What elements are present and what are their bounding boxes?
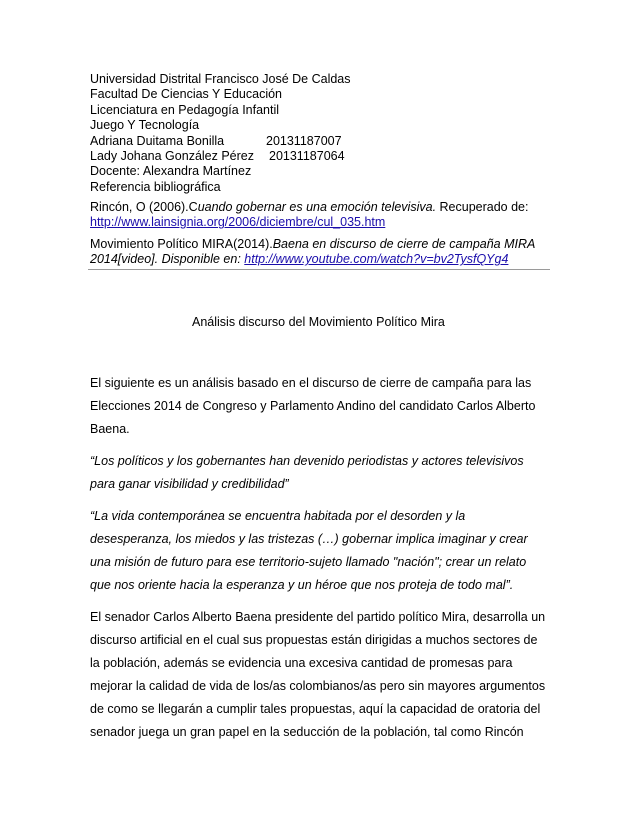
teacher-name: Docente: Alexandra Martínez <box>90 164 252 179</box>
references-label: Referencia bibliográfica <box>90 179 221 194</box>
student-1-name: Adriana Duitama Bonilla <box>90 133 225 148</box>
course-name: Juego Y Tecnología <box>90 118 200 133</box>
reference-2 <box>90 237 552 268</box>
document-body <box>90 372 550 753</box>
paragraph-analysis: El senador Carlos Alberto Baena presidente del partido político Mira, desarrolla un discurso artificial en el cual sus propuestas están dirigidas a muchos sectores de la población, además se evidencia una excesiva cantidad de promesas para mejorar la calidad de vida de los/as colombianos/as pero sin mayores argumentos de como se llegarán a cumplir tales propuestas, aquí la capacidad de oratoria del senador juega un gran papel en la seducción de la población, tal como Rincón <box>90 610 546 739</box>
faculty-name: Facultad De Ciencias Y Educación <box>90 87 283 102</box>
quote-2: “La vida contemporánea se encuentra habitada por el desorden y la desesperanza, los miedos y las tristezas (…) gobernar implica imaginar y crear una misión de futuro para ese territorio-sujeto llamado "nación"; crear un relato que nos oriente hacia la esperanza y un héroe que nos proteja de todo mal”. <box>90 509 528 592</box>
student-2-code: 20131187064 <box>269 149 345 164</box>
quote-1: “Los políticos y los gobernantes han devenido periodistas y actores televisivos para ganar visibilidad y credibilidad” <box>90 454 524 491</box>
student-1-row <box>90 134 560 149</box>
reference-1-title: uando gobernar es una emoción televisiva. <box>197 200 437 214</box>
program-name: Licenciatura en Pedagogía Infantil <box>90 102 280 117</box>
reference-1-link[interactable]: http://www.lainsignia.org/2006/diciembre/cul_035.htm <box>90 215 386 230</box>
university-name: Universidad Distrital Francisco José De Caldas <box>90 72 351 86</box>
student-2-name: Lady Johana González Pérez <box>90 149 254 164</box>
student-2-row <box>90 149 560 164</box>
document-title: Análisis discurso del Movimiento Político Mira <box>192 315 445 329</box>
reference-1 <box>90 200 552 231</box>
paragraph-intro: El siguiente es un análisis basado en el discurso de cierre de campaña para las Elecciones 2014 de Congreso y Parlamento Andino del candidato Carlos Alberto Baena. <box>90 376 536 436</box>
reference-1-retrieved: Recuperado de: <box>436 200 529 214</box>
student-1-code: 20131187007 <box>266 133 342 148</box>
horizontal-divider <box>88 269 550 270</box>
document-header <box>90 72 560 195</box>
reference-2-link-text: http://www.youtube.com/watch?v=bv2TysfQYg4 <box>244 252 509 267</box>
reference-2-author: Movimiento Político MIRA(2014). <box>90 237 273 251</box>
reference-2-link[interactable] <box>244 252 508 266</box>
reference-1-author: Rincón, O (2006).C <box>90 200 198 214</box>
reference-2-title: Baena en discurso de cierre de campaña MIRA 2014[video]. Disponible en: <box>90 237 535 267</box>
